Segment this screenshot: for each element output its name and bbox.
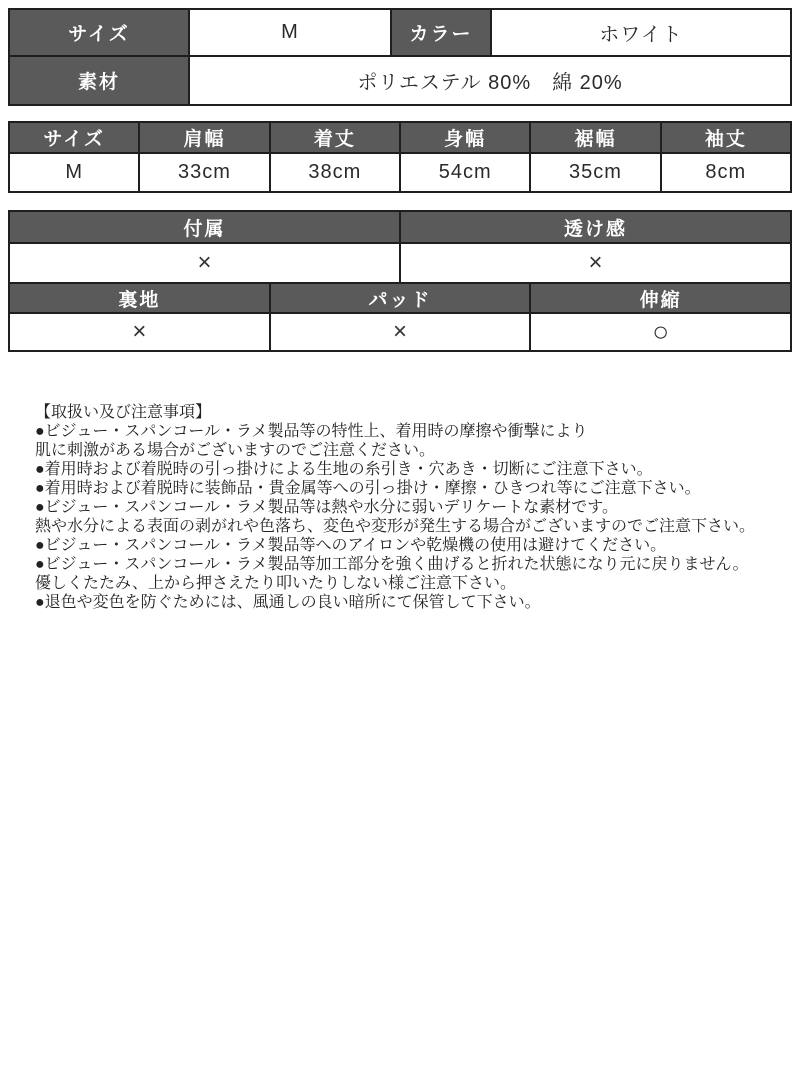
measurements-value-body-width: 54cm xyxy=(401,154,529,191)
measurements-header-length: 着丈 xyxy=(271,123,399,152)
material-value-cell: ポリエステル 80% 綿 20% xyxy=(190,57,790,104)
measurements-header-body-width: 身幅 xyxy=(401,123,529,152)
note-line: ●着用時および着脱時の引っ掛けによる生地の糸引き・穴あき・切断にご注意下さい。 xyxy=(35,461,653,478)
measurements-value-sleeve-length: 8cm xyxy=(662,154,790,191)
feature-value-accessories: × xyxy=(10,244,399,282)
measurements-value-length: 38cm xyxy=(271,154,399,191)
feature-value-lining: × xyxy=(10,314,269,350)
note-line: ●ビジュー・スパンコール・ラメ製品等へのアイロンや乾燥機の使用は避けてください。 xyxy=(35,537,667,554)
measurements-header-size: サイズ xyxy=(10,123,138,152)
note-line: ●退色や変色を防ぐためには、風通しの良い暗所にて保管して下さい。 xyxy=(35,594,541,611)
measurements-header-shoulder-width: 肩幅 xyxy=(140,123,268,152)
color-label-cell: カラー xyxy=(392,10,490,55)
measurements-value-shoulder-width: 33cm xyxy=(140,154,268,191)
note-line: ●着用時および着脱時に装飾品・貴金属等への引っ掛け・摩擦・ひきつれ等にご注意下さい。 xyxy=(35,480,701,497)
feature-header-sheerness: 透け感 xyxy=(401,212,790,242)
note-line: ●ビジュー・スパンコール・ラメ製品等加工部分を強く曲げると折れた状態になり元に戻りません。 xyxy=(35,556,749,573)
note-line: 熱や水分による表面の剥がれや色落ち、変色や変形が発生する場合がございますのでご注意下さい。 xyxy=(35,518,756,535)
feature-value-pad: × xyxy=(271,314,530,350)
features-table xyxy=(8,210,792,352)
note-line: 肌に刺激がある場合がございますのでご注意ください。 xyxy=(35,442,436,459)
feature-header-stretch: 伸縮 xyxy=(531,284,790,312)
note-line: ●ビジュー・スパンコール・ラメ製品等は熱や水分に弱いデリケートな素材です。 xyxy=(35,499,618,516)
size-color-material-table xyxy=(8,8,792,106)
measurements-value-hem-width: 35cm xyxy=(531,154,659,191)
feature-header-lining: 裏地 xyxy=(10,284,269,312)
feature-header-pad: パッド xyxy=(271,284,530,312)
measurements-header-sleeve-length: 袖丈 xyxy=(662,123,790,152)
handling-notes-section xyxy=(8,403,792,612)
measurements-table xyxy=(8,121,792,193)
note-line: ●ビジュー・スパンコール・ラメ製品等の特性上、着用時の摩擦や衝撃により xyxy=(35,423,588,440)
feature-value-sheerness: × xyxy=(401,244,790,282)
size-label-cell: サイズ xyxy=(10,10,188,55)
handling-notes-title: 【取扱い及び注意事項】 xyxy=(35,404,212,421)
feature-header-accessories: 付属 xyxy=(10,212,399,242)
measurements-value-size: M xyxy=(10,154,138,191)
feature-value-stretch: ○ xyxy=(531,314,790,350)
color-value-cell: ホワイト xyxy=(492,10,790,55)
material-label-cell: 素材 xyxy=(10,57,188,104)
note-line: 優しくたたみ、上から押さえたり叩いたりしない様ご注意下さい。 xyxy=(35,575,516,592)
size-value-cell: M xyxy=(190,10,390,55)
measurements-header-hem-width: 裾幅 xyxy=(531,123,659,152)
